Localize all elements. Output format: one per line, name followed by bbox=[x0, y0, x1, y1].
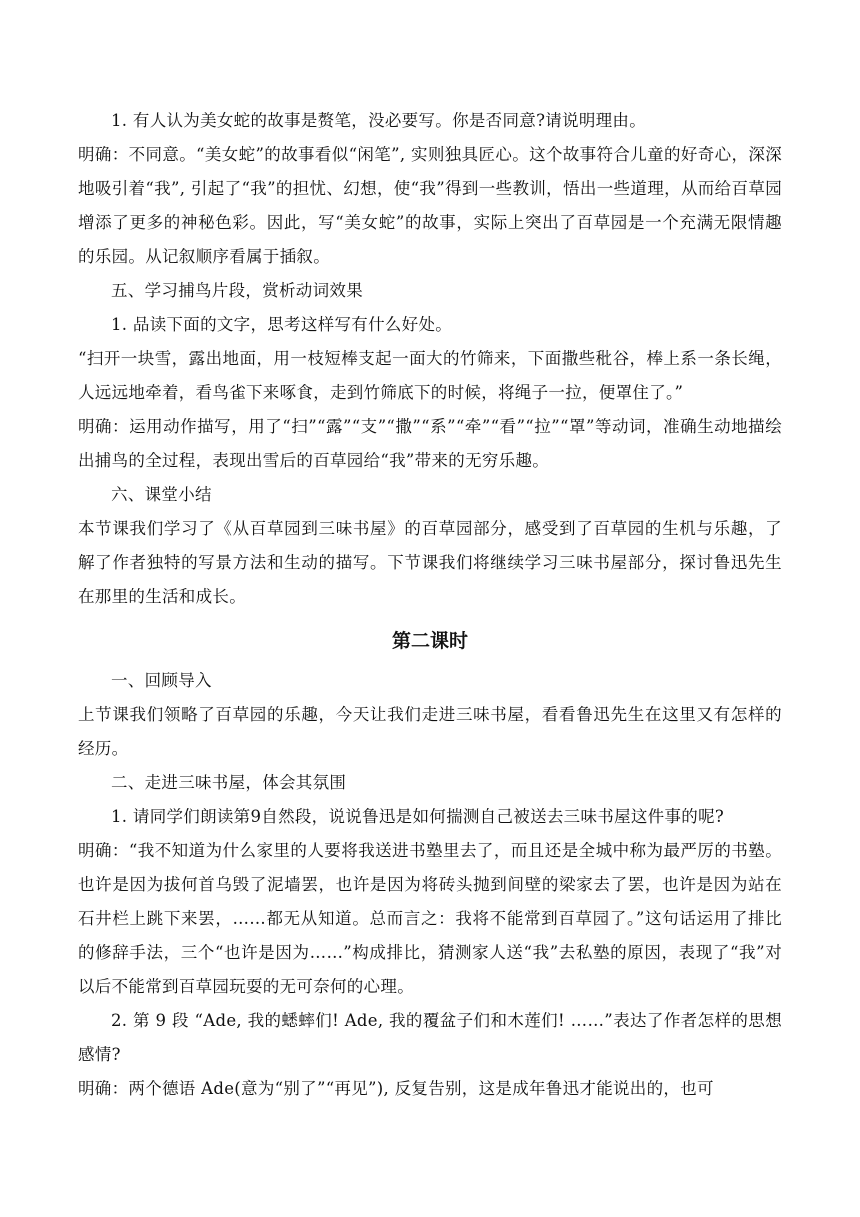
paragraph: 1. 有人认为美女蛇的故事是赘笔，没必要写。你是否同意?请说明理由。 bbox=[111, 111, 647, 130]
section-part1 bbox=[78, 104, 782, 614]
paragraph: “扫开一块雪，露出地面，用一枝短棒支起一面大的竹筛来，下面撒些秕谷，棒上系一条长绳，人远远地牵着，看鸟雀下来啄食，走到竹筛底下的时候，将绳子一拉，便罩住了。” bbox=[78, 349, 782, 402]
paragraph: 明确：“我不知道为什么家里的人要将我送进书塾里去了，而且还是全城中称为最严厉的书塾。也许是因为拔何首乌毁了泥墙罢，也许是因为将砖头抛到间壁的梁家去了罢，也许是因为站在石井栏上跳下来罢，……都无从知道。总而言之：我将不能常到百草园了。”这句话运用了排比的修辞手法，三个“也许是因为……”构成排比，猜测家人送“我”去私塾的原因，表现了“我”对以后不能常到百草园玩耍的无可奈何的心理。 bbox=[78, 841, 782, 996]
paragraph: 2. 第 9 段 “Ade, 我的蟋蟀们! Ade, 我的覆盆子们和木莲们! ……”表达了作者怎样的思想感情? bbox=[78, 1011, 782, 1064]
paragraph: 本节课我们学习了《从百草园到三味书屋》的百草园部分，感受到了百草园的生机与乐趣，了解了作者独特的写景方法和生动的描写。下节课我们将继续学习三味书屋部分，探讨鲁迅先生在那里的生活和成长。 bbox=[78, 519, 782, 606]
paragraph: 1. 品读下面的文字，思考这样写有什么好处。 bbox=[111, 315, 453, 334]
paragraph: 上节课我们领略了百草园的乐趣，今天让我们走进三味书屋，看看鲁迅先生在这里又有怎样的经历。 bbox=[78, 705, 782, 758]
section-part2 bbox=[78, 664, 782, 1106]
paragraph: 五、学习捕鸟片段，赏析动词效果 bbox=[111, 281, 363, 300]
paragraph: 明确：不同意。“美女蛇”的故事看似“闲笔”, 实则独具匠心。这个故事符合儿童的好奇心，深深地吸引着“我”, 引起了“我”的担忧、幻想，使“我”得到一些教训，悟出一些道理，从而给百草园增添了更多的神秘色彩。因此，写“美女蛇”的故事，实际上突出了百草园是一个充满无限情趣的乐园。从记叙顺序看属于插叙。 bbox=[78, 145, 782, 266]
paragraph: 明确：两个德语 Ade(意为“别了”“再见”), 反复告别，这是成年鲁迅才能说出的，也可 bbox=[78, 1079, 714, 1098]
paragraph: 二、走进三味书屋，体会其氛围 bbox=[111, 773, 347, 792]
paragraph: 六、课堂小结 bbox=[111, 485, 212, 504]
paragraph: 明确：运用动作描写，用了“扫”“露”“支”“撒”“系”“牵”“看”“拉”“罩”等动词，准确生动地描绘出捕鸟的全过程，表现出雪后的百草园给“我”带来的无穷乐趣。 bbox=[78, 417, 782, 470]
document-page bbox=[78, 104, 782, 1106]
paragraph: 一、回顾导入 bbox=[111, 671, 212, 690]
lesson-title: 第二课时 bbox=[391, 630, 468, 652]
paragraph: 1. 请同学们朗读第9自然段，说说鲁迅是如何揣测自己被送去三味书屋这件事的呢? bbox=[111, 807, 725, 826]
